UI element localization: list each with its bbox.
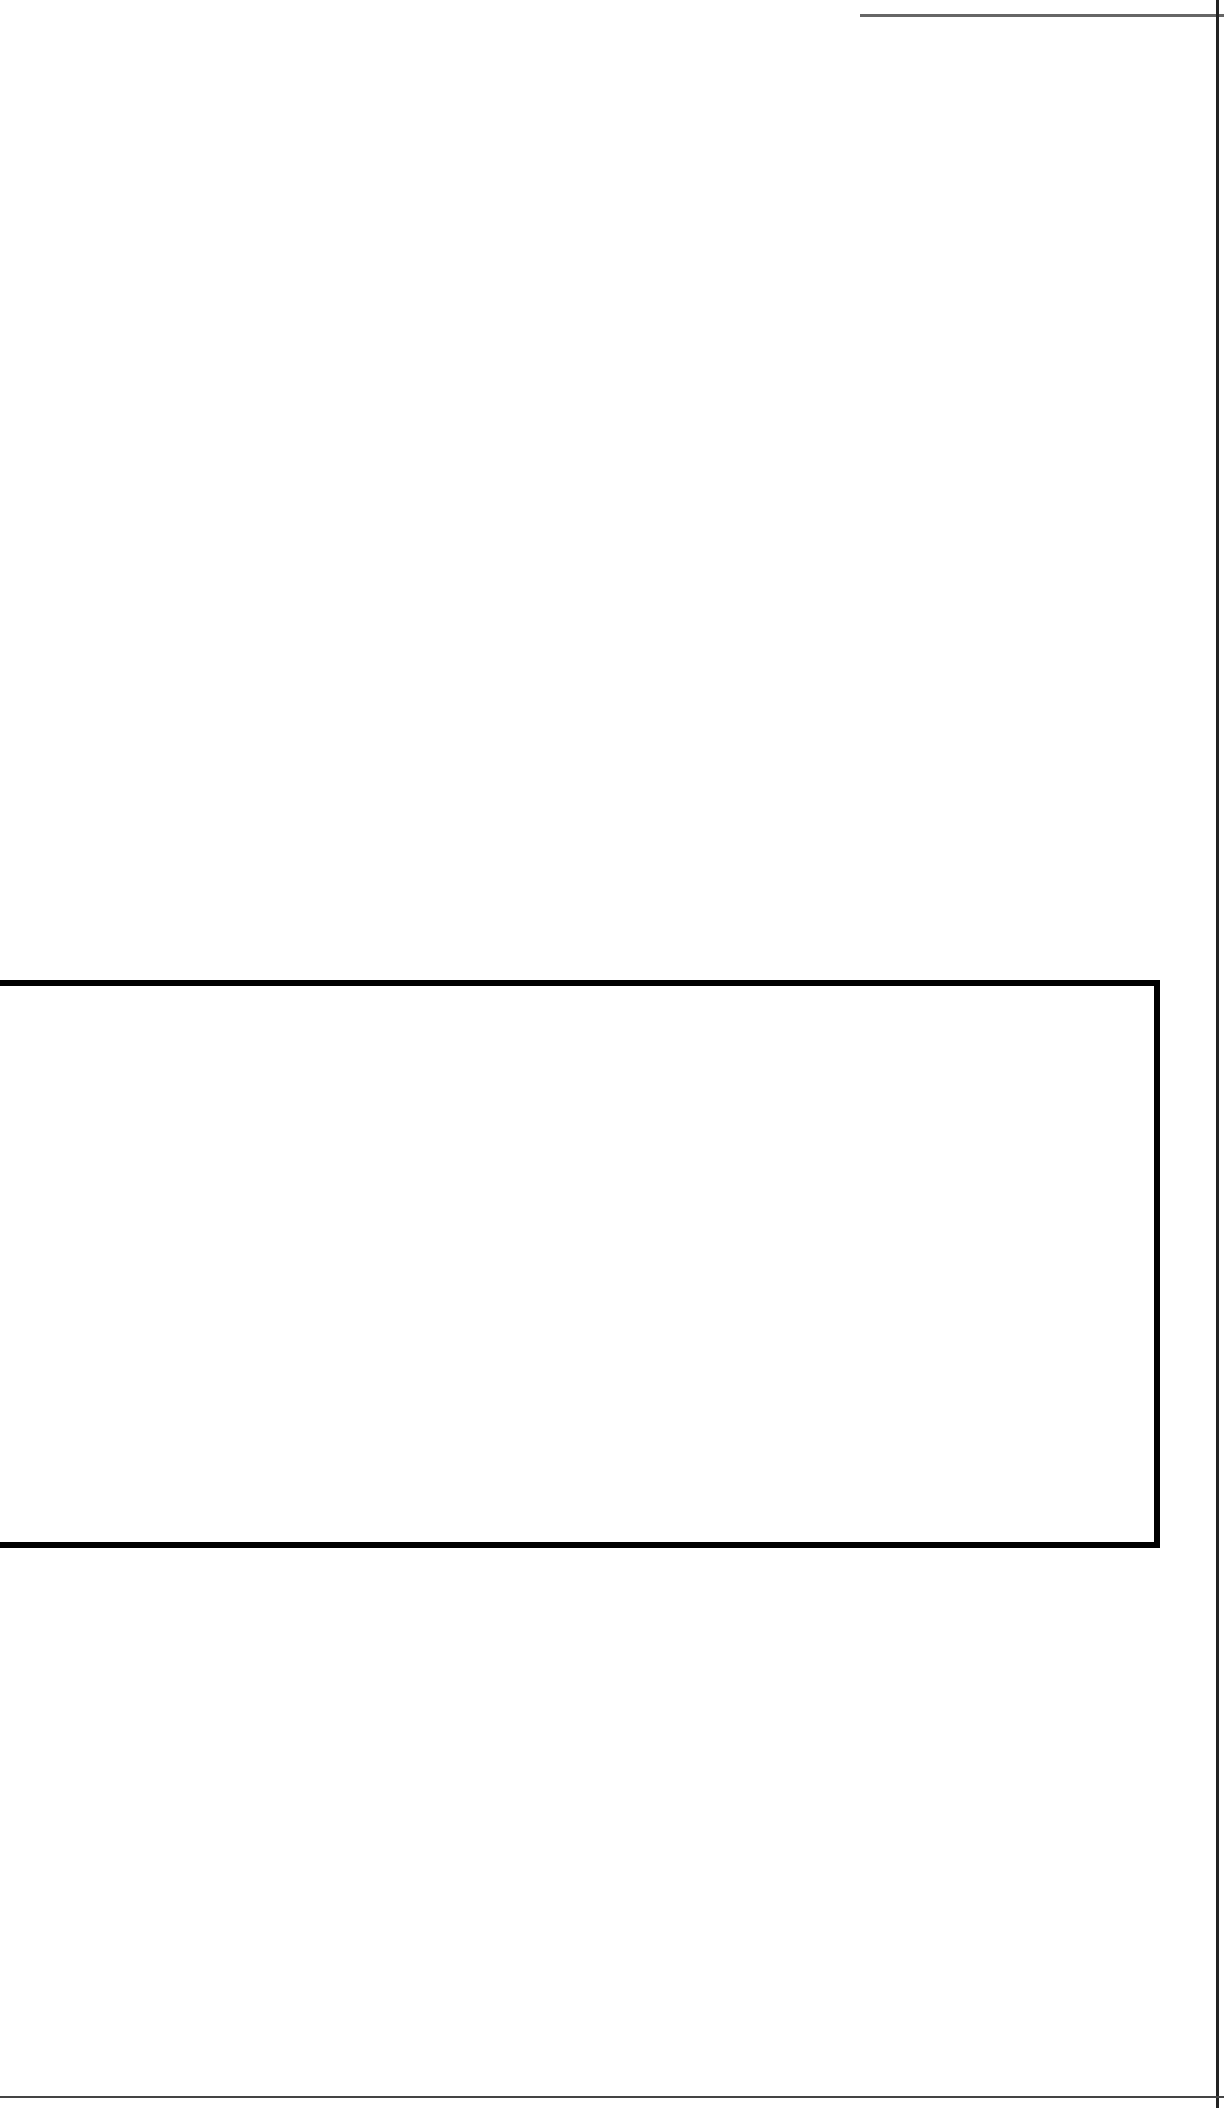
page-top-edge — [860, 14, 1224, 17]
cipher-table — [0, 986, 1154, 1542]
running-header — [20, 145, 1080, 195]
page-bottom-edge — [0, 2096, 1224, 2098]
cipher-table-frame — [0, 980, 1160, 1548]
page-right-edge — [1216, 0, 1219, 2108]
